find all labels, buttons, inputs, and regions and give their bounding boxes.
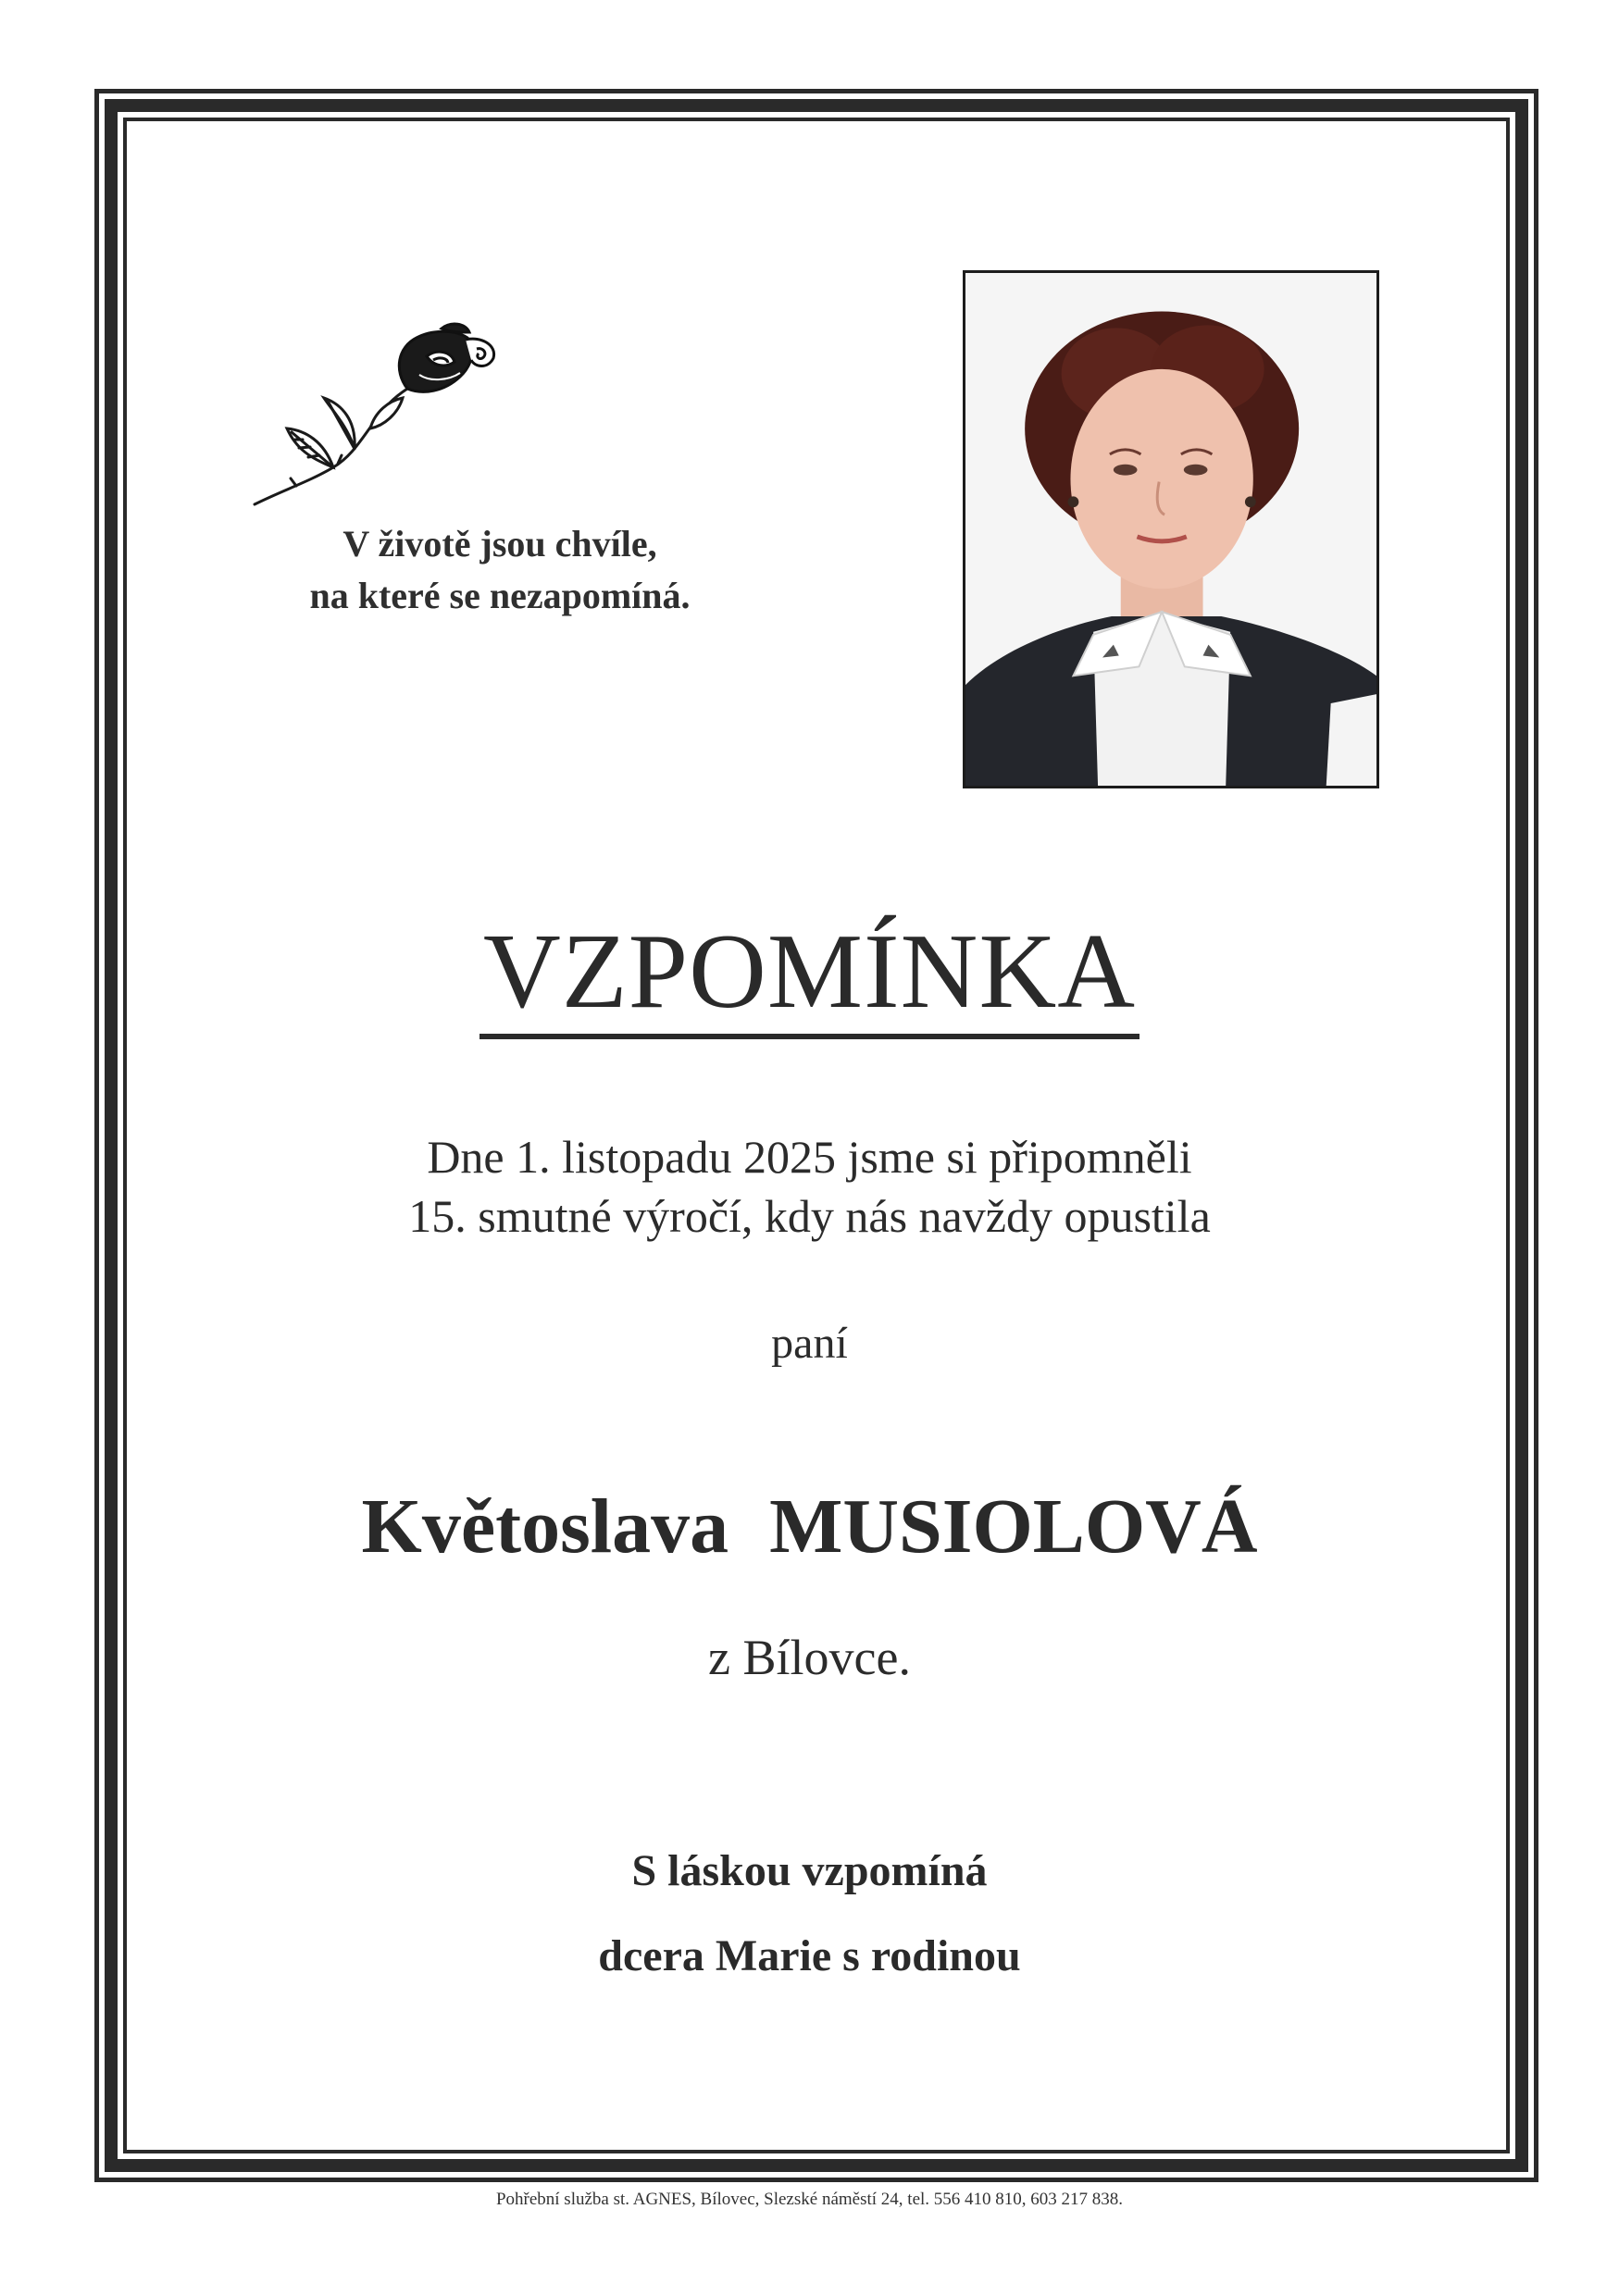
portrait-image xyxy=(965,273,1376,786)
intro-line-1: Dne 1. listopadu 2025 jsme si připomněli xyxy=(427,1131,1192,1183)
closing-line-2: dcera Marie s rodinou xyxy=(598,1931,1021,1980)
funeral-service-footer: Pohřební služba st. AGNES, Bílovec, Slezské náměstí 24, tel. 556 410 810, 603 217 838. xyxy=(495,2190,1124,2209)
portrait-photo xyxy=(963,270,1379,788)
motto xyxy=(278,518,722,622)
closing-line-1: S láskou vzpomíná xyxy=(631,1846,988,1895)
intro-line-2: 15. smutné výročí, kdy nás navždy opustila xyxy=(408,1190,1211,1242)
motto-line-1: V životě jsou chvíle, xyxy=(342,523,657,565)
page-title-text: VZPOMÍNKA xyxy=(479,912,1140,1039)
deceased-origin: z Bílovce. xyxy=(708,1630,911,1685)
rose-icon xyxy=(245,319,504,514)
page-title xyxy=(0,912,1619,1039)
intro-text xyxy=(0,1127,1619,1246)
deceased-name xyxy=(0,1481,1619,1573)
closing-text xyxy=(0,1829,1619,1999)
deceased-last-name: MUSIOLOVÁ xyxy=(769,1483,1258,1570)
motto-line-2: na které se nezapomíná. xyxy=(309,575,691,616)
deceased-first-name: Květoslava xyxy=(361,1483,729,1570)
honorific: paní xyxy=(771,1319,848,1368)
